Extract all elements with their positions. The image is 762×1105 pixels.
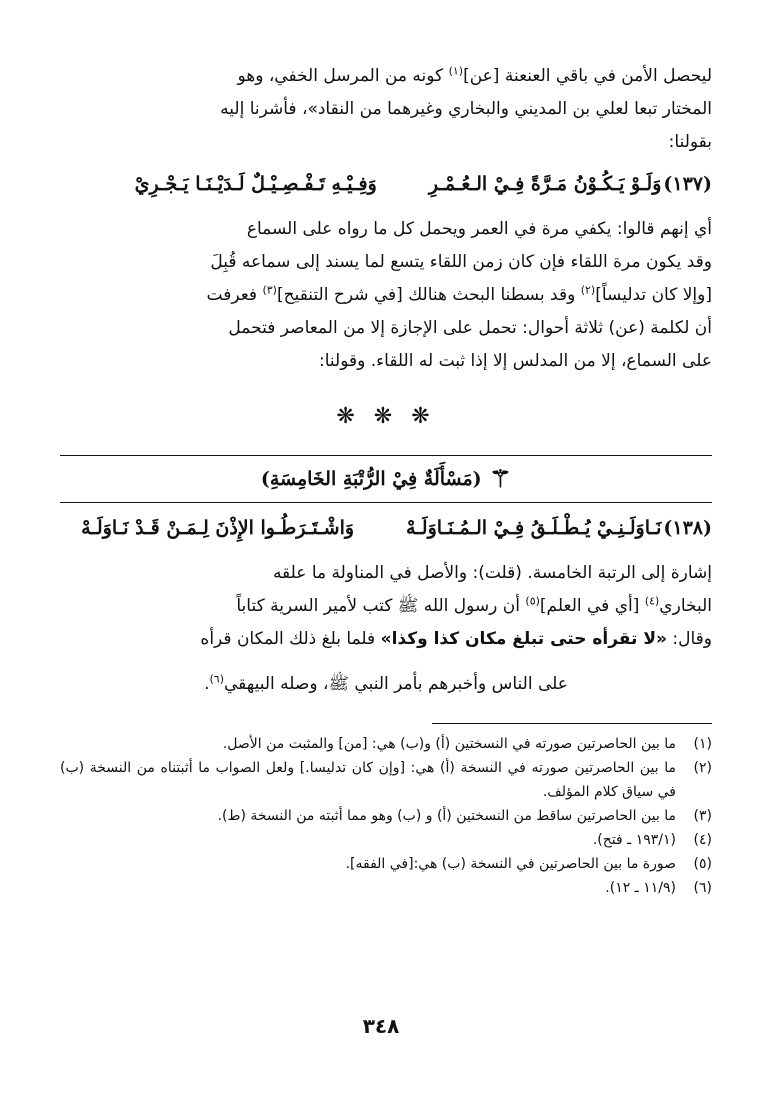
page-number: ٣٤٨	[362, 1014, 400, 1038]
para2-line-2a: البخاري	[659, 596, 712, 616]
footnote-number: (١)	[693, 736, 712, 752]
footnote-text: (١١/٩ ـ ١٢).	[605, 880, 676, 896]
para1-line-3b: وقد بسطنا البحث هنالك [في شرح التنقيح]	[276, 285, 581, 305]
verse-second-hemistich: وَاشْـتَـرَطُـوا الإِذْنَ لِـمَـنْ قَـدْ نَـاوَلَـهْ	[81, 517, 355, 539]
intro-line-3: بقولنا:	[668, 132, 712, 152]
footnote-item	[60, 828, 712, 852]
footnote-ref-2[interactable]: (٢)	[580, 283, 596, 297]
verse-second-hemistich: وَفِـيْـهِ تَـفْـصِـيْـلٌ لَـدَيْـنَـا يَـجْـرِيْ	[134, 173, 377, 195]
footnote-number: (٤)	[693, 832, 712, 848]
page-body	[60, 60, 712, 900]
footnote-item	[60, 732, 712, 756]
footnote-ref-1[interactable]: (١)	[448, 64, 464, 78]
ornament-icon: ⚚	[489, 464, 512, 493]
intro-line-1: ليحصل الأمن في باقي العنعنة [عن]	[463, 66, 712, 86]
verse-first-hemistich: وَلَـوْ يَـكُـوْنُ مَـرَّةً فِـيْ الـعُـمْـرِ	[428, 173, 662, 195]
verse-number: (١٣٧)	[663, 173, 712, 195]
footnote-item	[60, 756, 712, 804]
section-separator: ❋ ❋ ❋	[336, 404, 436, 429]
para1-line-3a: [وإلا كان تدليساً]	[595, 285, 712, 305]
para2-line-1: إشارة إلى الرتبة الخامسة. (قلت): والأصل في المناولة ما علقه	[272, 563, 712, 583]
paragraph-2-last-line	[60, 668, 712, 701]
footnote-text: ما بين الحاصرتين ساقط من النسختين (أ) و (ب) وهو مما أثبته من النسخة (ط).	[217, 808, 676, 824]
footnote-number: (٦)	[693, 880, 712, 896]
para2-line-4: على الناس وأخبرهم بأمر النبي ﷺ، وصله البيهقي	[224, 674, 568, 694]
footnote-text: ما بين الحاصرتين صورته في النسختين (أ) و(ب) هي: [من] والمثبت من الأصل.	[222, 736, 676, 752]
footnote-ref-4[interactable]: (٤)	[644, 594, 660, 608]
footnote-ref-3[interactable]: (٣)	[262, 283, 277, 297]
para2-line-3a: وقال:	[667, 629, 712, 649]
footnote-ref-6[interactable]: (٦)	[209, 672, 225, 686]
footnote-item	[60, 876, 712, 900]
footnote-number: (٥)	[693, 856, 712, 872]
footnote-number: (٢)	[693, 760, 712, 776]
section-heading-box	[60, 455, 712, 503]
hadith-quote: «لا تقرأه حتى تبلغ مكان كذا وكذا»	[380, 629, 667, 649]
paragraph-1	[60, 213, 712, 378]
section-heading	[260, 464, 512, 493]
para2-line-4-end: .	[204, 674, 210, 694]
para1-line-5: على السماع، إلا من المدلس إلا إذا ثبت له اللقاء. وقولنا:	[319, 351, 712, 371]
verse-number: (١٣٨)	[663, 517, 712, 539]
footnote-ref-5[interactable]: (٥)	[525, 594, 540, 608]
para1-line-3c: فعرفت	[206, 285, 263, 305]
para1-line-1: أي إنهم قالوا: يكفي مرة في العمر ويحمل كل ما رواه على السماع	[246, 219, 712, 239]
footnote-text: ما بين الحاصرتين صورته في النسخة (أ) هي: [وإن كان تدليسا.] ولعل الصواب ما أثبتناه من النسخة (ب) في سياق كلام المؤلف.	[60, 760, 676, 800]
para2-line-2b: [أي في العلم]	[539, 596, 645, 616]
para1-line-2: وقد يكون مرة اللقاء فإن كان زمن اللقاء يتسع لما يسند إلى سماعه قُبِلَ	[210, 252, 712, 272]
verse-first-hemistich: نَـاوَلَـنِـيْ يُـطْـلَـقُ فِـيْ الـمُـنَـاوَلَـهْ	[406, 517, 662, 539]
footnotes	[60, 732, 712, 900]
footnote-number: (٣)	[693, 808, 712, 824]
intro-line-1b: كونه من المرسل الخفي، وهو	[237, 66, 449, 86]
para1-line-4: أن لكلمة (عن) ثلاثة أحوال: تحمل على الإجازة إلا من المعاصر فتحمل	[228, 318, 712, 338]
para2-line-3b: فلما بلغ ذلك المكان قرأه	[200, 629, 381, 649]
paragraph-2	[60, 557, 712, 656]
footnote-text: صورة ما بين الحاصرتين في النسخة (ب) هي:[في الفقه].	[345, 856, 676, 872]
footnote-text: (١٩٣/١ ـ فتح).	[592, 832, 676, 848]
footnote-item	[60, 852, 712, 876]
footnote-divider	[432, 723, 712, 724]
intro-line-2: المختار تبعا لعلي بن المديني والبخاري وغيرهما من النقاد»، فأشرنا إليه	[220, 99, 712, 119]
para2-line-2c: أن رسول الله ﷺ كتب لأمير السرية كتاباً	[236, 596, 526, 616]
verse-137	[60, 173, 712, 195]
footnote-item	[60, 804, 712, 828]
verse-138	[60, 517, 712, 539]
section-title: (مَسْأَلَةٌ فِيْ الرُّتْبَةِ الخَامِسَةِ)	[260, 468, 482, 490]
intro-paragraph	[60, 60, 712, 159]
